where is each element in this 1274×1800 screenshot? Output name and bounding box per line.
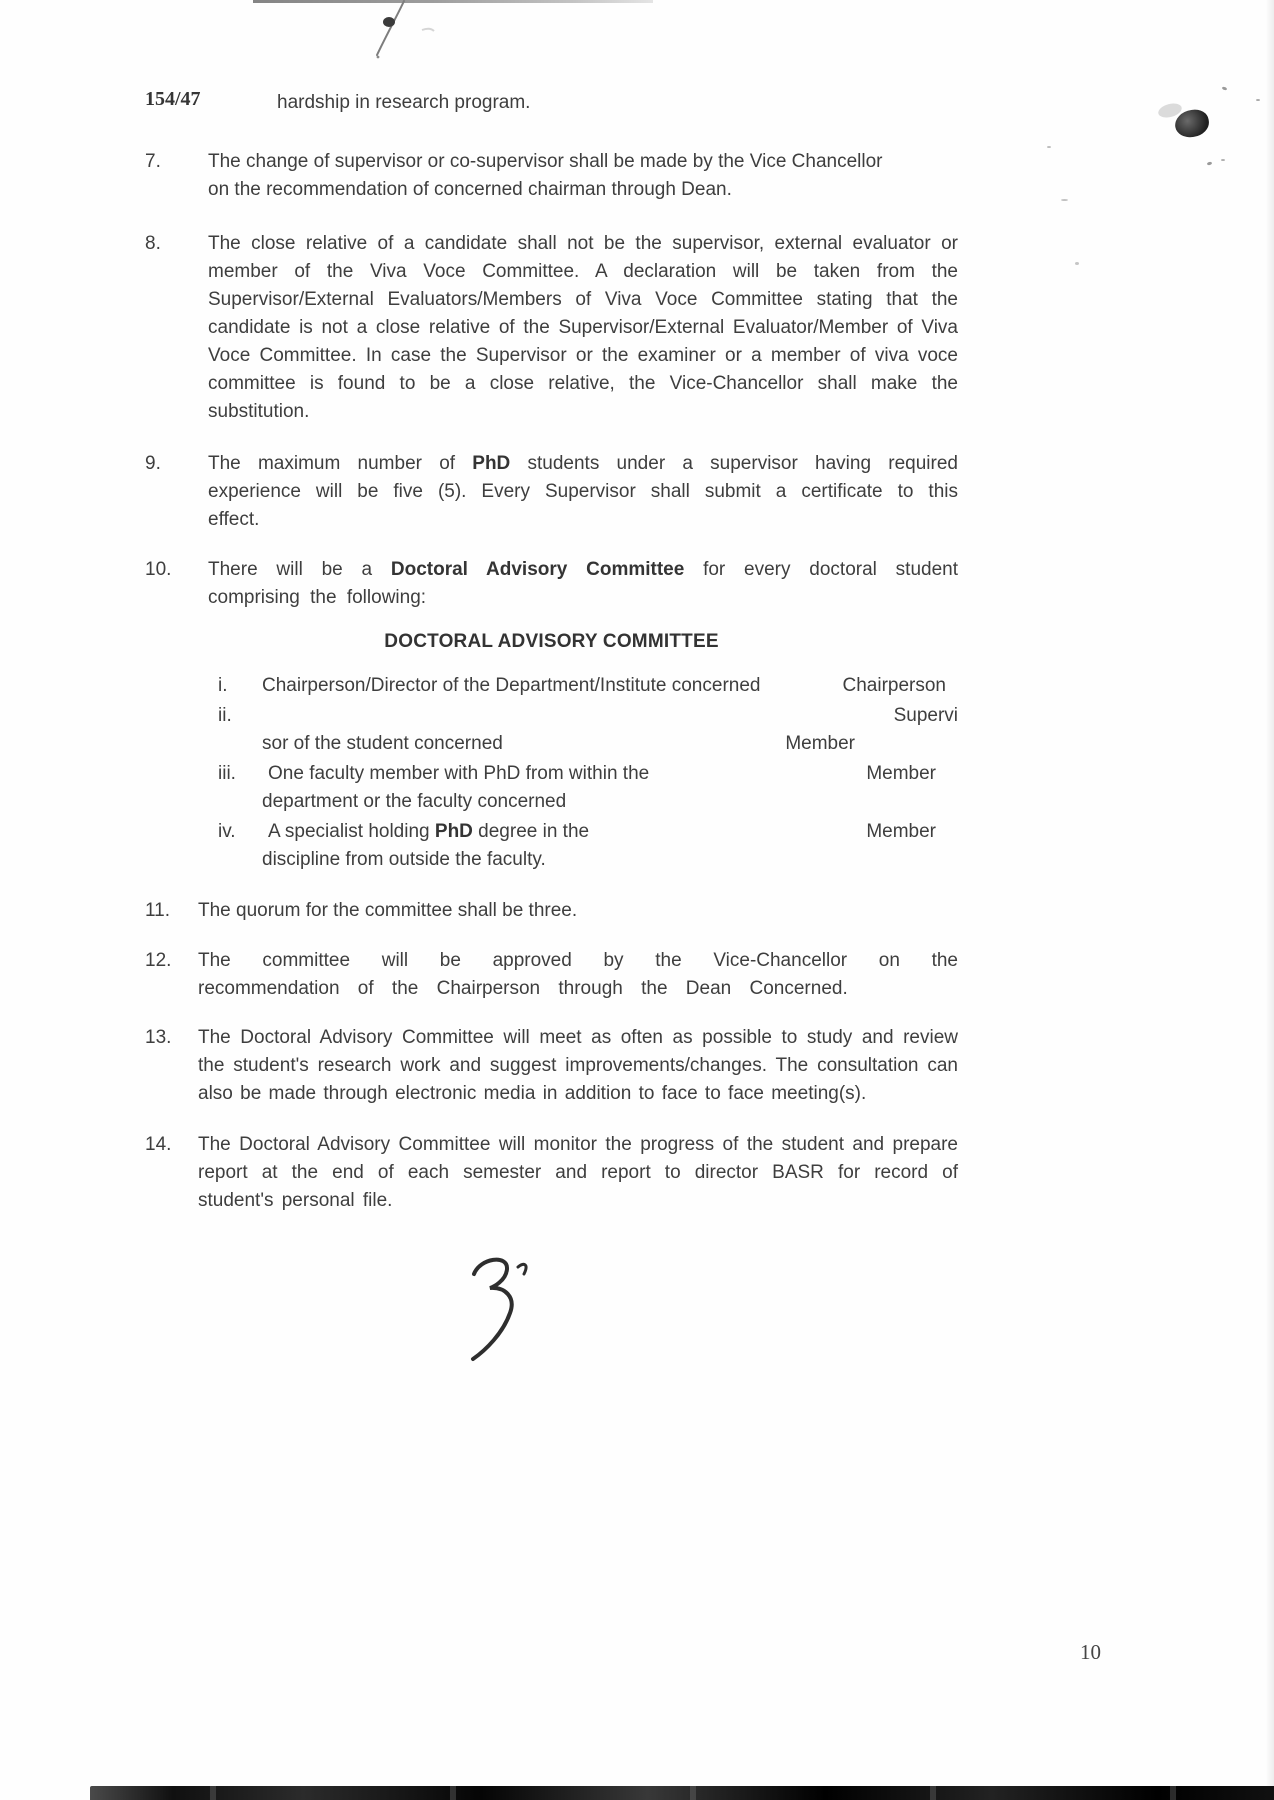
paragraph-10 (145, 556, 958, 612)
committee-row-body (262, 760, 958, 816)
scan-speck (1075, 262, 1079, 265)
paragraph-8 (145, 230, 958, 426)
committee-row-iii (218, 760, 958, 816)
committee-line (262, 730, 958, 758)
member-description-overflow: Supervi (893, 705, 958, 726)
paragraph-14 (145, 1131, 958, 1215)
roman-numeral: ii. (218, 705, 232, 726)
member-role: Chairperson (842, 675, 946, 696)
paragraph-text: The quorum for the committee shall be three. (198, 900, 578, 921)
item-number: 14. (145, 1134, 172, 1155)
text-segment: students under a supervisor having required experience will be five (5). Every Supervisor shall submit a certificate to this effect. (208, 453, 958, 530)
paragraph-11 (145, 897, 958, 925)
member-description (268, 818, 589, 846)
paragraph-text: The close relative of a candidate shall not be the supervisor, external evaluator or member of the Viva Voce Committee. A declaration will be taken from the Supervisor/External Evaluators/Members of Viva Voce Committee stating that the candidate is not a close relative of the Supervisor/External Evaluator/Member of Viva Voce Committee. In case the Supervisor or the examiner or a member of viva voce committee is found to be a close relative, the Vice-Chancellor shall make the substitution. (208, 233, 958, 422)
paragraph-text (208, 450, 958, 534)
member-description: discipline from outside the faculty. (262, 849, 546, 870)
text-segment: for every doctoral student comprising the following: (208, 559, 958, 608)
item-number: 12. (145, 950, 172, 971)
page-number: 10 (1080, 1640, 1101, 1664)
item-number: 13. (145, 1027, 172, 1048)
scan-speck (1222, 86, 1228, 91)
committee-row-body (262, 672, 958, 700)
text-segment: The maximum number of (208, 453, 473, 474)
pen-stroke-mark (360, 0, 440, 70)
document-body (145, 148, 958, 1215)
item-number: 7. (145, 151, 161, 172)
member-description: One faculty member with PhD from within the (268, 763, 650, 784)
scan-speck (1221, 159, 1225, 161)
bold-text-segment: PhD (434, 821, 473, 842)
bold-text-segment: Doctoral Advisory Committee (390, 559, 685, 580)
member-role: Member (866, 763, 936, 784)
committee-line (262, 846, 958, 874)
committee-line (262, 818, 958, 846)
paragraph-text: The Doctoral Advisory Committee will meet as often as possible to study and review the student's research work and suggest improvements/changes. The consultation can also be made through electronic media in addition to face to face meeting(s). (198, 1027, 958, 1104)
member-description: sor of the student concerned (262, 733, 503, 754)
roman-numeral: iv. (218, 821, 236, 842)
scan-edge-artifact (253, 0, 653, 3)
paragraph-9 (145, 450, 958, 534)
paragraph-text: The committee will be approved by the Vice-Chancellor on the recommendation of the Chairperson through the Dean Concerned. (198, 950, 958, 999)
committee-row-body (262, 818, 958, 874)
page-header (145, 88, 965, 111)
item-number: 9. (145, 453, 161, 474)
committee-row-i (218, 672, 958, 700)
scan-speck (1207, 161, 1213, 165)
paragraph-text: The Doctoral Advisory Committee will monitor the progress of the student and prepare report at the end of each semester and report to director BASR for record of student's personal file. (198, 1134, 958, 1211)
roman-numeral: iii. (218, 763, 236, 784)
committee-row-ii (218, 702, 958, 758)
bold-text-segment: PhD (472, 453, 511, 474)
handwritten-mark (452, 1254, 542, 1364)
committee-line (262, 672, 958, 700)
committee-row-body (262, 702, 958, 758)
member-role: Member (866, 821, 936, 842)
text-segment: degree in the (472, 821, 590, 842)
committee-line (262, 702, 958, 730)
committee-row-iv (218, 818, 958, 874)
paragraph-text (208, 556, 958, 612)
scan-edge-shade (1266, 0, 1274, 1800)
committee-list (145, 672, 958, 874)
item-number: 11. (145, 900, 171, 921)
member-description: department or the faculty concerned (262, 791, 567, 812)
page-ref-number: 154/47 (145, 88, 201, 110)
continuation-text: hardship in research program. (277, 92, 531, 113)
member-role: Member (785, 733, 855, 754)
item-number: 8. (145, 233, 161, 254)
committee-heading: DOCTORAL ADVISORY COMMITTEE (384, 631, 719, 652)
scan-bottom-edge-artifact (90, 1786, 1274, 1800)
member-description: Chairperson/Director of the Department/Institute concerned (262, 675, 761, 696)
paragraph-12 (145, 947, 958, 1003)
text-segment: A specialist holding (268, 821, 435, 842)
committee-line (262, 788, 958, 816)
paragraph-7 (145, 148, 958, 204)
roman-numeral: i. (218, 675, 228, 696)
paragraph-13 (145, 1024, 958, 1108)
scan-speck (1061, 199, 1068, 201)
text-segment: There will be a (208, 559, 391, 580)
paragraph-text: The change of supervisor or co-supervisor shall be made by the Vice Chancellor on the recommendation of concerned chairman through Dean. (208, 151, 883, 200)
scan-speck (1047, 146, 1051, 148)
scan-speck (1256, 99, 1260, 101)
committee-line (262, 760, 958, 788)
item-number: 10. (145, 559, 172, 580)
